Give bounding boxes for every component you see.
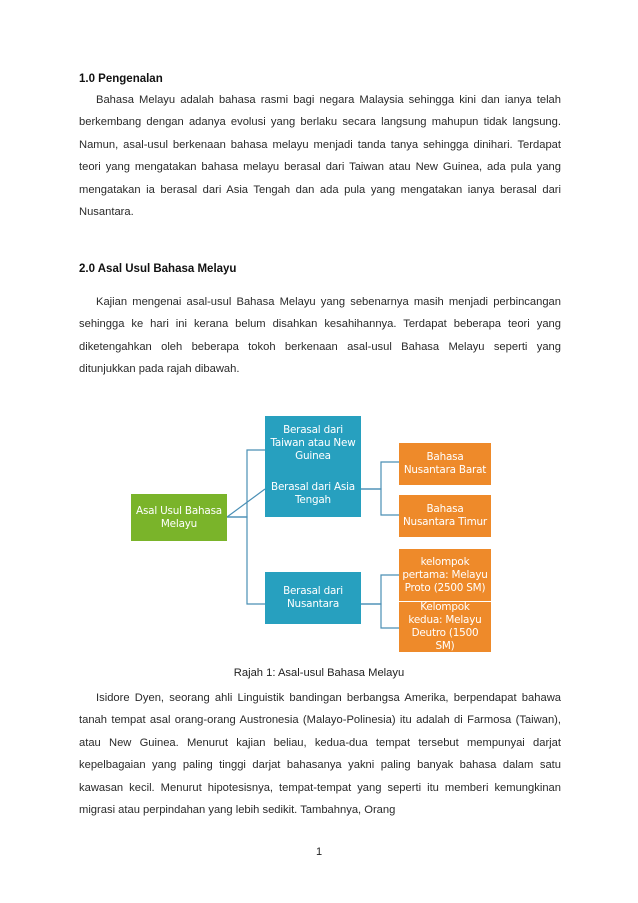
paragraph-pengenalan-text: Bahasa Melayu adalah bahasa rasmi bagi negara Malaysia sehingga kini dan ianya telah berkembang dengan adanya evolusi yang berlaku secara langsung mahupun tidak langsung. Namun, asal-usul berkenaan bahasa melayu menjadi tanda tanya sehingga dinihari. Terdapat teori yang mengatakan bahasa melayu berasal dari Taiwan atau New Guinea, ada pula yang mengatakan ia berasal dari Asia Tengah dan ada pula yang mengatakan ianya berasal dari Nusantara. bbox=[79, 94, 561, 219]
connector-nusantara-deutro bbox=[361, 604, 399, 628]
paragraph-isidore-dyen-text: Isidore Dyen, seorang ahli Linguistik bandingan berbangsa Amerika, berpendapat bahawa tanah tempat asal orang-orang Austronesia (Malayo-Polinesia) itu adalah di Farmosa (Taiwan), atau New Guinea. Menurut kajian beliau, kedua-dua tempat tersebut mempunyai darjat kepelbagaian yang paling tinggi darjat bahasanya yakni paling banyak bahasa dalam satu kawasan kecil. Menurut hipotesisnya, tempat-tempat yang seperti itu memberi kemungkinan migrasi atau perpindahan yang lebih sedikit. Tambahnya, Orang bbox=[79, 692, 561, 817]
section-heading-asal-usul: 2.0 Asal Usul Bahasa Melayu bbox=[79, 263, 237, 275]
diagram-root-node: Asal Usul Bahasa Melayu bbox=[131, 494, 227, 541]
connector-nusantara-proto bbox=[361, 575, 399, 604]
diagram-leaf-deutro: Kelompok kedua: Melayu Deutro (1500 SM) bbox=[399, 602, 491, 652]
connector-asia-timur bbox=[361, 489, 399, 515]
connector-root-asia bbox=[227, 489, 265, 517]
diagram-leaf-timur: Bahasa Nusantara Timur bbox=[399, 495, 491, 537]
connector-root-nusantara bbox=[227, 517, 265, 604]
paragraph-asal-usul bbox=[79, 291, 561, 381]
paragraph-asal-usul-text: Kajian mengenai asal-usul Bahasa Melayu yang sebenarnya masih menjadi perbincangan sehingga ke hari ini kerana belum disahkan kesahihannya. Terdapat beberapa teori yang diketengahkan oleh beberapa tokoh berkenaan asal-usul Bahasa Melayu seperti yang ditunjukkan pada rajah dibawah. bbox=[79, 296, 561, 376]
connector-asia-barat bbox=[361, 462, 399, 489]
diagram-leaf-barat: Bahasa Nusantara Barat bbox=[399, 443, 491, 485]
diagram-leaf-proto: kelompok pertama: Melayu Proto (2500 SM) bbox=[399, 549, 491, 601]
paragraph-pengenalan bbox=[79, 89, 561, 223]
diagram-branch-nusantara: Berasal dari Nusantara bbox=[265, 572, 361, 624]
page-number: 1 bbox=[315, 846, 323, 858]
paragraph-isidore-dyen bbox=[79, 687, 561, 821]
section-heading-pengenalan: 1.0 Pengenalan bbox=[79, 73, 163, 85]
figure-caption: Rajah 1: Asal-usul Bahasa Melayu bbox=[233, 667, 405, 679]
diagram-branch-taiwan: Berasal dari Taiwan atau New Guinea bbox=[265, 416, 361, 471]
diagram-branch-asia: Berasal dari Asia Tengah bbox=[265, 470, 361, 517]
connector-root-taiwan bbox=[227, 450, 265, 517]
